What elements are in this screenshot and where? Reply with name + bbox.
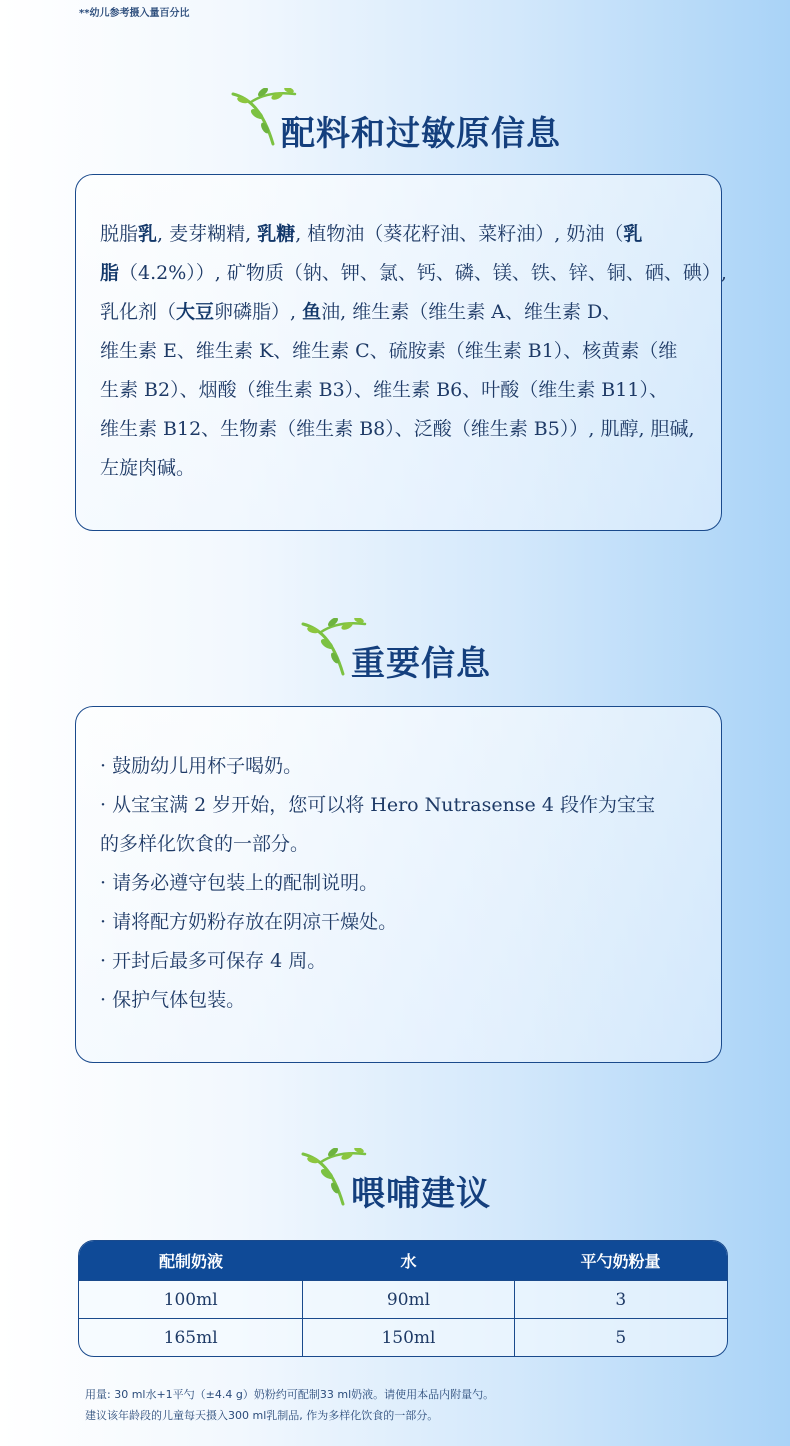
feeding-notes: [85, 1384, 494, 1426]
section-title-important: 重要信息: [351, 644, 491, 684]
ingredients-box: [75, 174, 727, 531]
table-cell: 3: [514, 1281, 727, 1318]
important-text: [100, 747, 705, 1020]
footnote-reference-intake: **幼儿参考摄入量百分比: [79, 8, 190, 19]
table-header-cell: 平勺奶粉量: [580, 1252, 661, 1271]
important-line: · 从宝宝满 2 岁开始，您可以将 Hero Nutrasense 4 段作为宝宝: [100, 794, 655, 816]
important-box: [75, 706, 722, 1063]
ingredients-text: [100, 215, 727, 488]
important-line: · 请将配方奶粉存放在阴凉干燥处。: [100, 911, 398, 933]
ingredients-line: 左旋肉碱。: [100, 457, 196, 479]
feeding-table: [78, 1240, 728, 1357]
ingredients-heading: [0, 86, 790, 156]
table-cell: 90ml: [302, 1281, 513, 1318]
feeding-note: 用量: 30 ml水+1平勺（±4.4 g）奶粉约可配制33 ml奶液。请使用本品内附量勺。: [85, 1388, 495, 1401]
ingredients-line: 脱脂乳, 麦芽糊精, 乳糖, 植物油（葵花籽油、菜籽油）, 奶油（乳: [100, 223, 643, 245]
feeding-heading: [0, 1146, 790, 1216]
ingredients-line: 维生素 E、维生素 K、维生素 C、硫胺素（维生素 B1）、核黄素（维: [100, 340, 678, 362]
ingredients-line: 生素 B2）、烟酸（维生素 B3）、维生素 B6、叶酸（维生素 B11）、: [100, 379, 668, 401]
feeding-note: 建议该年龄段的儿童每天摄入300 ml乳制品, 作为多样化饮食的一部分。: [85, 1409, 439, 1422]
ingredients-line: 乳化剂（大豆卵磷脂）, 鱼油, 维生素（维生素 A、维生素 D、: [100, 301, 622, 323]
important-line: · 请务必遵守包装上的配制说明。: [100, 872, 379, 894]
section-title-feeding: 喂哺建议: [351, 1174, 491, 1214]
table-header-row: [79, 1241, 727, 1280]
table-cell: 100ml: [163, 1289, 218, 1310]
table-cell: 150ml: [302, 1319, 513, 1356]
table-row: [79, 1280, 727, 1318]
table-row: [79, 1318, 727, 1356]
table-header-cell: 配制奶液: [158, 1252, 223, 1271]
important-line: · 保护气体包装。: [100, 989, 246, 1011]
important-heading: [0, 616, 790, 686]
section-title-ingredients: 配料和过敏原信息: [281, 114, 561, 154]
ingredients-line: 脂（4.2%））, 矿物质（钠、钾、氯、钙、磷、镁、铁、锌、铜、硒、碘）,: [100, 262, 727, 284]
important-line: 的多样化饮食的一部分。: [100, 833, 310, 855]
table-cell: 165ml: [163, 1327, 218, 1348]
important-line: · 开封后最多可保存 4 周。: [100, 950, 327, 972]
table-header-cell: 水: [400, 1252, 417, 1271]
ingredients-line: 维生素 B12、生物素（维生素 B8）、泛酸（维生素 B5））, 肌醇, 胆碱,: [100, 418, 695, 440]
table-cell: 5: [514, 1319, 727, 1356]
important-line: · 鼓励幼儿用杯子喝奶。: [100, 755, 303, 777]
